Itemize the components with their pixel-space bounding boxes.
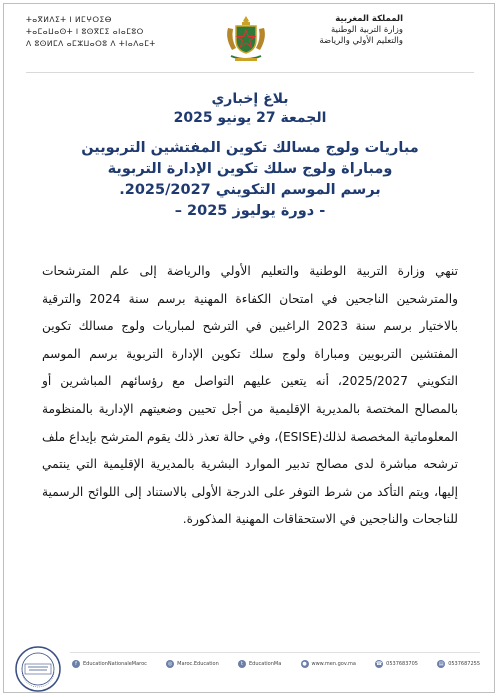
footer-website[interactable] (301, 660, 356, 668)
footer-divider (70, 652, 480, 653)
web-icon: ● (302, 661, 307, 667)
title-line-3: برسم الموسم التكويني 2025/2027. (119, 182, 381, 198)
footer-twitter-text: EducationMa (249, 661, 282, 667)
header-divider (26, 72, 474, 73)
header-ministry-line2: والتعليم الأولي والرياضة (319, 36, 403, 46)
moroccan-coat-of-arms-icon (223, 14, 269, 64)
header-kingdom: المملكة المغربية (335, 14, 403, 24)
ministry-header-tifinagh (26, 14, 176, 50)
footer-contacts (72, 660, 480, 668)
footer-twitter[interactable] (238, 660, 281, 668)
title-line-2: ومباراة ولوج سلك تكوين الإدارة التربوية (107, 161, 393, 177)
footer-instagram[interactable] (166, 660, 219, 668)
header-tf-line2: ⵜⴰⵎⴰⵡⴰⵙⵜ ⵏ ⵓⵙⴳⵎⵉ ⴰⵏⴰⵎⵓⵔ (26, 27, 144, 36)
notice-body-paragraph: تنهي وزارة التربية الوطنية والتعليم الأولي والرياضة إلى علم المترشحات والمترشحين الناجحين في امتحان الكفاءة المهنية برسم سنة 2024 والترقية بالاختيار برسم سنة 2023 الراغبين في الترشح لمباريات ولوج مسالك تكوين المفتشين التربويين ومباراة ولوج سلك تكوين الإدارة التربوية برسم الموسم التكويني 2025/2027، أنه يتعين عليهم التواصل مع رؤسائهم المباشرين أو بالمصالح المختصة بالمديرية الإقليمية من أجل تحيين وضعيتهم الإدارية بالمنظومة المعلوماتية المخصصة لذلك(ESISE)، وفي حالة تعذر ذلك يقوم المترشح بإيداع ملف ترشحه مباشرة لدى مصالح تدبير الموارد البشرية بالمديرية الإقليمية التي ينتمي إليها، ويتم التأكد من شرط التوفر على الدرجة الأولى بالاستناد إلى اللوائح الرسمية للناجحات والناجحين في الاستحقاقات المهنية المذكورة. (42, 264, 459, 527)
footer-fax (437, 660, 480, 668)
ministry-header-arabic (283, 14, 403, 47)
notice-titles (20, 90, 480, 222)
footer-fax-text: 0537687255 (448, 661, 480, 667)
footer-facebook[interactable] (72, 660, 147, 668)
footer-phone-text: 0537683705 (386, 661, 418, 667)
official-stamp-seal-icon (14, 645, 62, 693)
footer-website-text: www.men.gov.ma (311, 661, 356, 667)
footer-instagram-text: Maroc.Education (177, 661, 219, 667)
header-tf-line1: ⵜⴰⴳⵍⴷⵉⵜ ⵏ ⵍⵎⵖⵔⵉⴱ (26, 15, 112, 24)
notice-date: الجمعة 27 يونيو 2025 (173, 110, 327, 126)
instagram-icon: ◎ (167, 661, 173, 667)
facebook-icon: f (72, 660, 80, 668)
title-line-4: - دورة يوليوز 2025 – (174, 203, 326, 219)
phone-icon: ☎ (376, 661, 383, 667)
notice-label: بلاغ إخباري (211, 91, 289, 107)
fax-icon: ▤ (438, 661, 444, 667)
title-line-1: مباريات ولوج مسالك تكوين المفتشين التربويين (81, 140, 419, 156)
header-ministry-line1: وزارة التربية الوطنية (330, 25, 403, 35)
twitter-icon: t (238, 660, 246, 668)
footer-phone (375, 660, 418, 668)
footer-facebook-text: EducationNationaleMaroc (83, 661, 147, 667)
header-tf-line3: ⴷ ⵓⵙⵍⵎⴷ ⴰⵎⵣⵡⴰⵔⵓ ⴷ ⵜⵏⴰⴷⴰⵎⵜ (26, 39, 156, 48)
